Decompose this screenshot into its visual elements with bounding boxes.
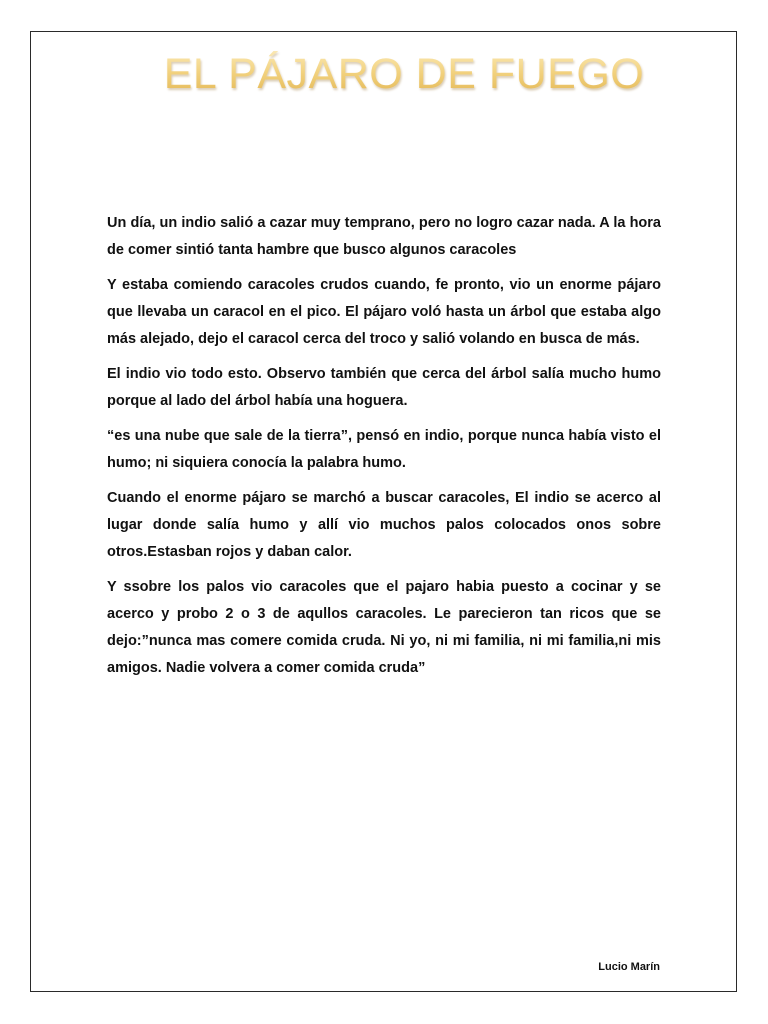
paragraph-2: Y estaba comiendo caracoles crudos cuando, fe pronto, vio un enorme pájaro que llevaba un caracol en el pico. El pájaro voló hasta un árbol que estaba algo más alejado, dejo el caracol cerca del troco y salió volando en busca de más.: [107, 277, 661, 347]
paragraph-6: Y ssobre los palos vio caracoles que el pajaro habia puesto a cocinar y se acerco y probo 2 o 3 de aqullos caracoles. Le parecieron tan ricos que se dejo:”nunca mas comere comida cruda. Ni yo, ni mi familia, ni mi familia,ni mis amigos. Nadie volvera a comer comida cruda”: [107, 579, 661, 676]
paragraph-4: “es una nube que sale de la tierra”, pensó en indio, porque nunca había visto el humo; ni siquiera conocía la palabra humo.: [107, 428, 661, 471]
paragraph-1: Un día, un indio salió a cazar muy temprano, pero no logro cazar nada. A la hora de comer sintió tanta hambre que busco algunos caracoles: [107, 215, 661, 258]
story-body: [107, 210, 661, 690]
paragraph-5: Cuando el enorme pájaro se marchó a buscar caracoles, El indio se acerco al lugar donde salía humo y allí vio muchos palos colocados onos sobre otros.Estasban rojos y daban calor.: [107, 490, 661, 560]
author-signature: Lucio Marín: [598, 961, 660, 973]
document-title: EL PÁJARO DE FUEGO: [0, 50, 768, 99]
paragraph-3: El indio vio todo esto. Observo también que cerca del árbol salía mucho humo porque al lado del árbol había una hoguera.: [107, 366, 661, 409]
